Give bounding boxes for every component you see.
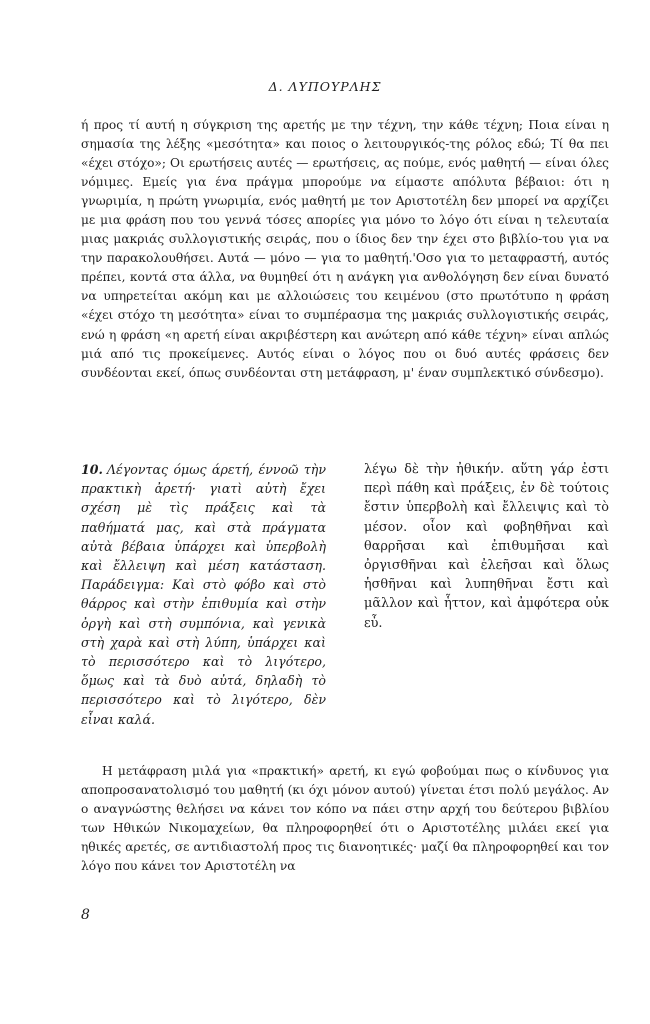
translation-text: Λέγοντας όμως άρετή, έννοῶ τὴν πρακτικὴ ἀρετή· γιατὶ αὐτὴ ἔχει σχέση μὲ τὶς πράξεις καὶ τὰ παθήματά μας, καὶ στὰ πράγματα αὐτὰ βέβαια ὑπάρχει καὶ ὑπερβολὴ καὶ ἔλλειψη καὶ μέση κατάσταση. Παράδειγμα: Καὶ στὸ φόβο καὶ στὸ θάρρος καὶ στὴν ἐπιθυμία καὶ στὴν ὀργὴ καὶ στὴ συμπόνια, καὶ γενικὰ στὴ χαρὰ καὶ στὴ λύπη, ὑπάρχει καὶ τὸ περισσότερο καὶ τὸ λιγότερο, ὅμως καὶ τὰ δυὸ αὐτά, δηλαδὴ τὸ περισσότερο καὶ τὸ λιγότερο, δὲν εἶναι καλά. xyxy=(81,462,326,727)
body-paragraph-3: Η μετάφραση μιλά για «πρακτική» αρετή, κι εγώ φοβούμαι πως ο κίνδυνος για αποπροσανατολισμό του μαθητή (κι όχι μόνον αυτού) γίνεται έτσι πολύ μεγάλος. Αν ο αναγνώστης θελήσει να κάνει τον κόπο να πάει στην αρχή του δεύτερου βιβλίου των Ηθικών Νικομαχείων, θα πληροφορηθεί ότι ο Αριστοτέλης μιλάει εκεί για ηθικές αρετές, σε αντιδιαστολή προς τις διανοητικές· μαζί θα πληροφορηθεί και τον λόγο που κάνει τον Αριστοτέλη να xyxy=(81,764,609,874)
body-paragraph-1: ή προς τί αυτή η σύγκριση της αρετής με την τέχνη, την κάθε τέχνη; Ποια είναι η σημασία της λέξης «μεσότητα» και ποιος ο λειτουργικός-της ρόλος εδώ; Τί θα πει «έχει στόχο»; Οι ερωτήσεις αυτές — ερωτήσεις, ας πούμε, ενός μαθητή — είναι όλες νόμιμες. Εμείς για ένα πράγμα μπορούμε να είμαστε απόλυτα βέβαιοι: ότι η γνωριμία, η πρώτη γνωριμία, ενός μαθητή με τον Αριστοτέλη δεν μπορεί να αρχίζει με μια φράση που του γεννά τόσες απορίες για μόνο το λόγο ότι είναι η τελευταία μιας μακριάς συλλογιστικής σειράς, που ο ίδιος δεν την έχει στο βιβλίο-του για να την παρακολουθήσει. Αυτά — μόνο — για το μαθητή.'Οσο για το μεταφραστή, αυτός πρέπει, κοντά στα άλλα, να θυμηθεί ότι η ανάγκη για ανθολόγηση δεν είναι δυνατό να υπηρετείται ακόμη και με αλλοιώσεις του κειμένου (στο πρωτότυπο η φράση «έχει στόχο τη μεσότητα» είναι το συμπέρασμα της μακριάς συλλογιστικής σειράς, ενώ η φράση «η αρετή είναι ακριβέστερη και ανώτερη από κάθε τέχνη» είναι απλώς μιά από τις προκείμενες. Αυτός είναι ο λόγος που οι δυό αυτές φράσεις δεν συνδέονται εκεί, όπως συνδέονται στη μετάφραση, μ' έναν συμπλεκτικό σύνδεσμο). xyxy=(81,118,609,380)
greek-original-column: λέγω δὲ τὴν ἠθικήν. αὕτη γάρ ἐστι περὶ πάθη καὶ πράξεις, ἐν δὲ τούτοις ἔστιν ὑπερβολὴ καὶ ἔλλειψις καὶ τὸ μέσον. οἷον καὶ φοβηθῆναι καὶ θαρρῆσαι καὶ ἐπιθυμῆσαι καὶ ὀργισθῆναι καὶ ἐλεῆσαι καὶ ὅλως ἡσθῆναι καὶ λυπηθῆναι ἔστι καὶ μᾶλλον καὶ ἧττον, καὶ ἀμφότερα οὐκ εὖ. xyxy=(364,462,609,631)
section-number: 10. xyxy=(81,462,103,477)
page-number: 8 xyxy=(81,907,90,923)
running-header: Δ. ΛΥΠΟΥΡΛΗΣ xyxy=(268,79,382,94)
translation-column xyxy=(81,460,326,729)
